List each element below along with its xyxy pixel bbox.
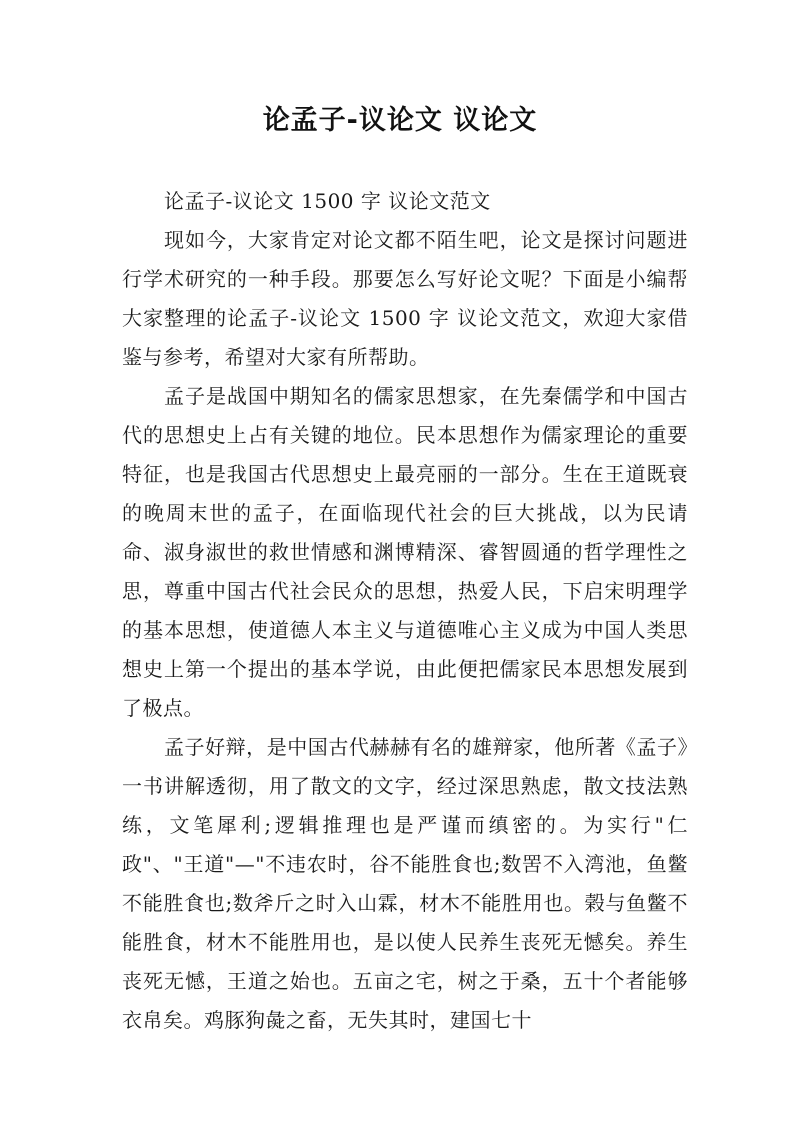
document-body <box>122 182 688 1040</box>
document-title: 论孟子-议论文 议论文 <box>262 105 538 136</box>
paragraph-mencius-thought: 孟子是战国中期知名的儒家思想家，在先秦儒学和中国古代的思想史上占有关键的地位。民本思想作为儒家理论的重要特征，也是我国古代思想史上最亮丽的一部分。生在王道既衰的晚周末世的孟子，在面临现代社会的巨大挑战，以为民请命、淑身淑世的救世情感和渊博精深、睿智圆通的哲学理性之思，尊重中国古代社会民众的思想，热爱人民，下启宋明理学的基本思想，使道德人本主义与道德唯心主义成为中国人类思想史上第一个提出的基本学说，由此便把儒家民本思想发展到了极点。 <box>122 384 688 720</box>
document-subtitle: 论孟子-议论文 1500 字 议论文范文 <box>164 189 491 213</box>
paragraph-intro: 现如今，大家肯定对论文都不陌生吧，论文是探讨问题进行学术研究的一种手段。那要怎么写好论文呢？下面是小编帮大家整理的论孟子-议论文 1500 字 议论文范文，欢迎大家借鉴与参考，希望对大家有所帮助。 <box>122 228 688 369</box>
paragraph-mencius-debate: 孟子好辩，是中国古代赫赫有名的雄辩家，他所著《孟子》一书讲解透彻，用了散文的文字，经过深思熟虑，散文技法熟练，文笔犀利;逻辑推理也是严谨而缜密的。为实行"仁政"、"王道"—"不违农时，谷不能胜食也;数罟不入湾池，鱼鳖不能胜食也;数斧斤之时入山霖，材木不能胜用也。榖与鱼鳖不能胜食，材木不能胜用也，是以使人民养生丧死无憾矣。养生丧死无憾，王道之始也。五亩之宅，树之于桑，五十个者能够衣帛矣。鸡豚狗彘之畜，无失其时，建国七十 <box>122 735 688 1032</box>
